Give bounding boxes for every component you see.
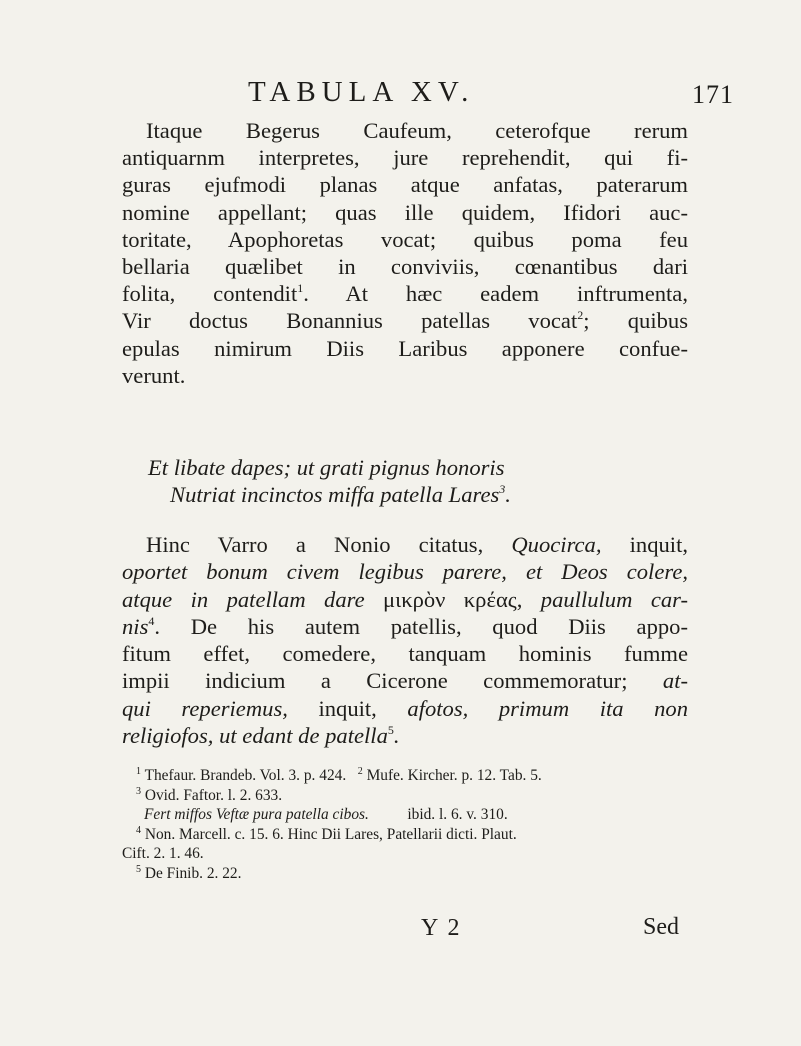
footnote-number: 4 (136, 824, 141, 836)
paragraph-2 (122, 531, 688, 749)
text-line: fitum effet, comedere, tanquam hominis fumme (122, 641, 688, 667)
footnotes (122, 766, 692, 884)
italic-segment: at- (662, 668, 688, 694)
text-segment: folita, contendit (122, 281, 298, 307)
text-line (122, 586, 688, 613)
text-segment: inquit, (601, 532, 688, 557)
footnote-line (122, 825, 692, 845)
footnote-line: Cift. 2. 1. 46. (122, 845, 204, 863)
text-segment: impii indicium a Cicerone commemoratur; (122, 668, 663, 694)
footnote-number: 2 (357, 766, 363, 777)
italic-segment: paullulum car- (522, 586, 689, 612)
text-line (122, 613, 688, 640)
footnote-text: Ovid. Faftor. l. 2. 633. (141, 786, 283, 804)
footnote-ref: 1 (297, 281, 304, 296)
footnote-number: 1 (136, 766, 141, 777)
text-segment: Vir doctus Bonannius patellas vocat (122, 308, 578, 334)
text-segment: . (505, 482, 511, 508)
italic-segment: Quocirca, (511, 532, 602, 557)
footnote-text: ibid. l. 6. v. 310. (407, 806, 508, 824)
footnote-quote: Fert miffos Veftæ pura patella cibos. (144, 806, 369, 824)
italic-segment: . (393, 723, 400, 749)
italic-segment: atque in patellam dare (122, 586, 384, 612)
text-segment: Nutriat incinctos miffa patella Lares (170, 482, 500, 508)
footnote-ref: 4 (148, 613, 155, 628)
text-line (122, 307, 688, 334)
signature-mark: Y 2 (421, 915, 462, 941)
text-line (122, 531, 688, 558)
footnote-number: 5 (136, 863, 141, 875)
footnote-ref: 2 (577, 308, 584, 323)
text-line: verunt. (122, 362, 186, 388)
text-line (122, 695, 688, 722)
verse-quotation (148, 454, 511, 509)
footnote-text: Non. Marcell. c. 15. 6. Hinc Dii Lares, Patellarii dicti. Plaut. (141, 825, 517, 843)
italic-segment: nis (122, 613, 149, 639)
text-line (122, 667, 688, 694)
greek-segment: μικρὸν κρέας, (383, 586, 523, 612)
footnote-text: Thefaur. Brandeb. Vol. 3. p. 424. (141, 767, 347, 784)
footnote-number: 3 (136, 785, 141, 797)
catchword: Sed (643, 914, 679, 940)
footnote-line (122, 786, 692, 806)
text-segment: inquit, (287, 695, 408, 721)
text-line: epulas nimirum Diis Laribus apponere confue- (122, 335, 688, 361)
paragraph-1 (122, 117, 688, 389)
text-line (122, 280, 688, 307)
text-segment: . At hæc eadem inftrumenta, (303, 281, 688, 307)
footnote-text: Mufe. Kircher. p. 12. Tab. 5. (362, 767, 542, 784)
footnote-line (122, 766, 692, 786)
footnote-ref: 5 (387, 723, 394, 738)
footnote-line (122, 805, 692, 825)
text-line (122, 722, 688, 749)
page-number: 171 (692, 80, 734, 109)
footnote-ref: 3 (499, 482, 506, 497)
verse-line (148, 481, 511, 508)
text-line: toritate, Apophoretas vocat; quibus poma feu (122, 226, 688, 252)
text-segment: Hinc Varro a Nonio citatus, (146, 532, 512, 557)
text-line: oportet bonum civem legibus parere, et Deos colere, (122, 559, 688, 585)
text-line: guras ejufmodi planas atque anfatas, paterarum (122, 172, 688, 198)
running-head: TABULA XV. (248, 76, 475, 108)
text-line: nomine appellant; quas ille quidem, Ifidori auc- (122, 199, 688, 225)
text-segment: . De his autem patellis, quod Diis appo- (154, 613, 688, 639)
text-line: bellaria quælibet in conviviis, cœnantibus dari (122, 254, 688, 280)
footnote-text: De Finib. 2. 22. (141, 864, 242, 882)
italic-segment: qui reperiemus, (122, 695, 288, 721)
text-line: Itaque Begerus Caufeum, ceterofque rerum (146, 118, 688, 143)
verse-line: Et libate dapes; ut grati pignus honoris (148, 455, 505, 480)
italic-segment: primum ita non (468, 695, 688, 721)
italic-segment: religiofos, (122, 723, 214, 749)
text-line: antiquarnm interpretes, jure reprehendit, qui fi- (122, 145, 688, 171)
text-segment: ; quibus (583, 308, 688, 334)
italic-segment: ut edant de patella (213, 723, 388, 749)
italic-segment: afotos, (407, 695, 469, 721)
footnote-line (122, 864, 692, 884)
